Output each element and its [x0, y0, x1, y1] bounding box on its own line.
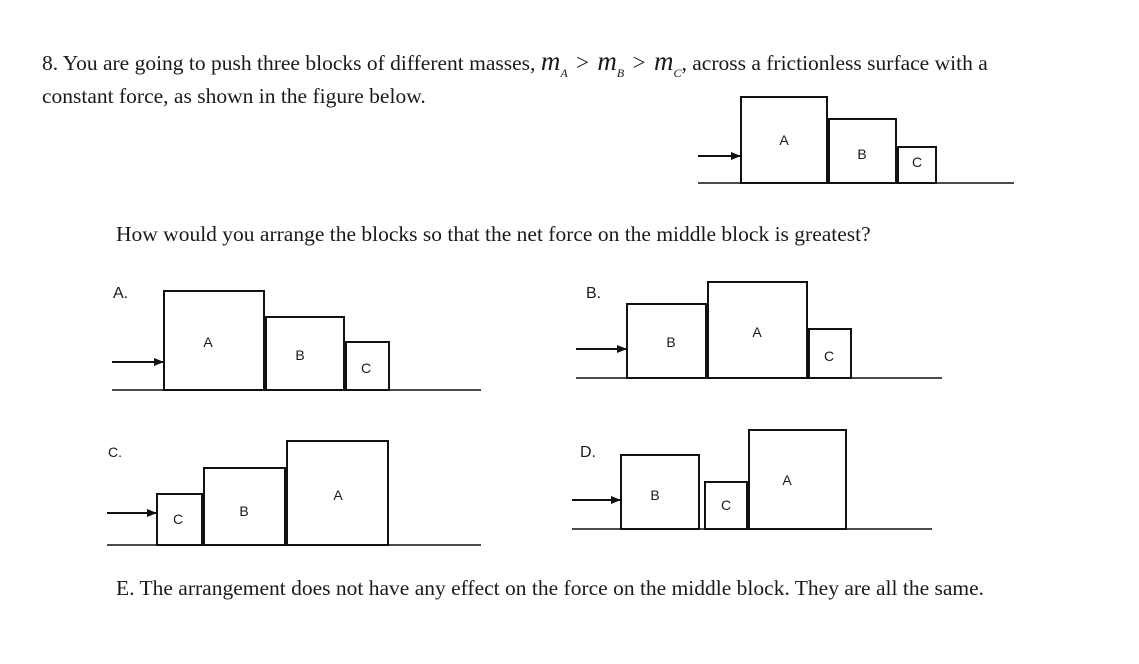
block-3-label: C — [360, 360, 372, 376]
block-3-label: C — [911, 154, 923, 170]
block-1-label: B — [650, 487, 660, 503]
greater-than-1: > — [576, 50, 590, 75]
question-prefix: 8. You are going to push three blocks of different masses, — [42, 51, 536, 75]
option-c-label: C. — [108, 444, 122, 460]
option-b-label: B. — [586, 285, 602, 302]
option-a-label: A. — [113, 285, 129, 302]
block-2-label: B — [857, 146, 867, 162]
option-e-text: E. The arrangement does not have any effect on the force on the middle block. They are all the same. — [116, 576, 985, 600]
block-1-label: C — [172, 511, 184, 527]
mass-c-symbol: m — [653, 46, 674, 76]
mass-a-subscript: A — [560, 66, 568, 80]
block-3-label: A — [333, 487, 343, 503]
figure-option-d — [572, 430, 932, 529]
block-3 — [749, 430, 846, 529]
mass-c-subscript: C — [673, 66, 682, 80]
greater-than-2: > — [632, 50, 646, 75]
figure-option-a — [112, 291, 481, 390]
block-2 — [266, 317, 344, 390]
block-3-label: C — [823, 348, 835, 364]
option-d-label: D. — [580, 444, 596, 461]
mass-b-symbol: m — [597, 46, 617, 76]
block-2-label: B — [239, 503, 249, 519]
question-suffix: , across a frictionless surface with a — [681, 51, 988, 75]
block-1-label: B — [666, 334, 676, 350]
question-prompt: How would you arrange the blocks so that the net force on the middle block is greatest? — [116, 222, 871, 246]
block-2-label: C — [720, 497, 732, 513]
question-line-2: constant force, as shown in the figure below. — [42, 84, 426, 108]
block-3-label: A — [782, 472, 792, 488]
figure-option-c — [107, 441, 481, 545]
mass-a-symbol: m — [540, 46, 561, 76]
block-2-label: A — [752, 324, 762, 340]
block-1 — [621, 455, 699, 529]
mass-b-subscript: B — [616, 66, 625, 80]
figure-main — [698, 97, 1014, 183]
block-1 — [164, 291, 264, 390]
block-1-label: A — [779, 132, 789, 148]
block-1-label: A — [203, 334, 213, 350]
figure-option-b — [576, 282, 942, 378]
block-2-label: B — [295, 347, 305, 363]
